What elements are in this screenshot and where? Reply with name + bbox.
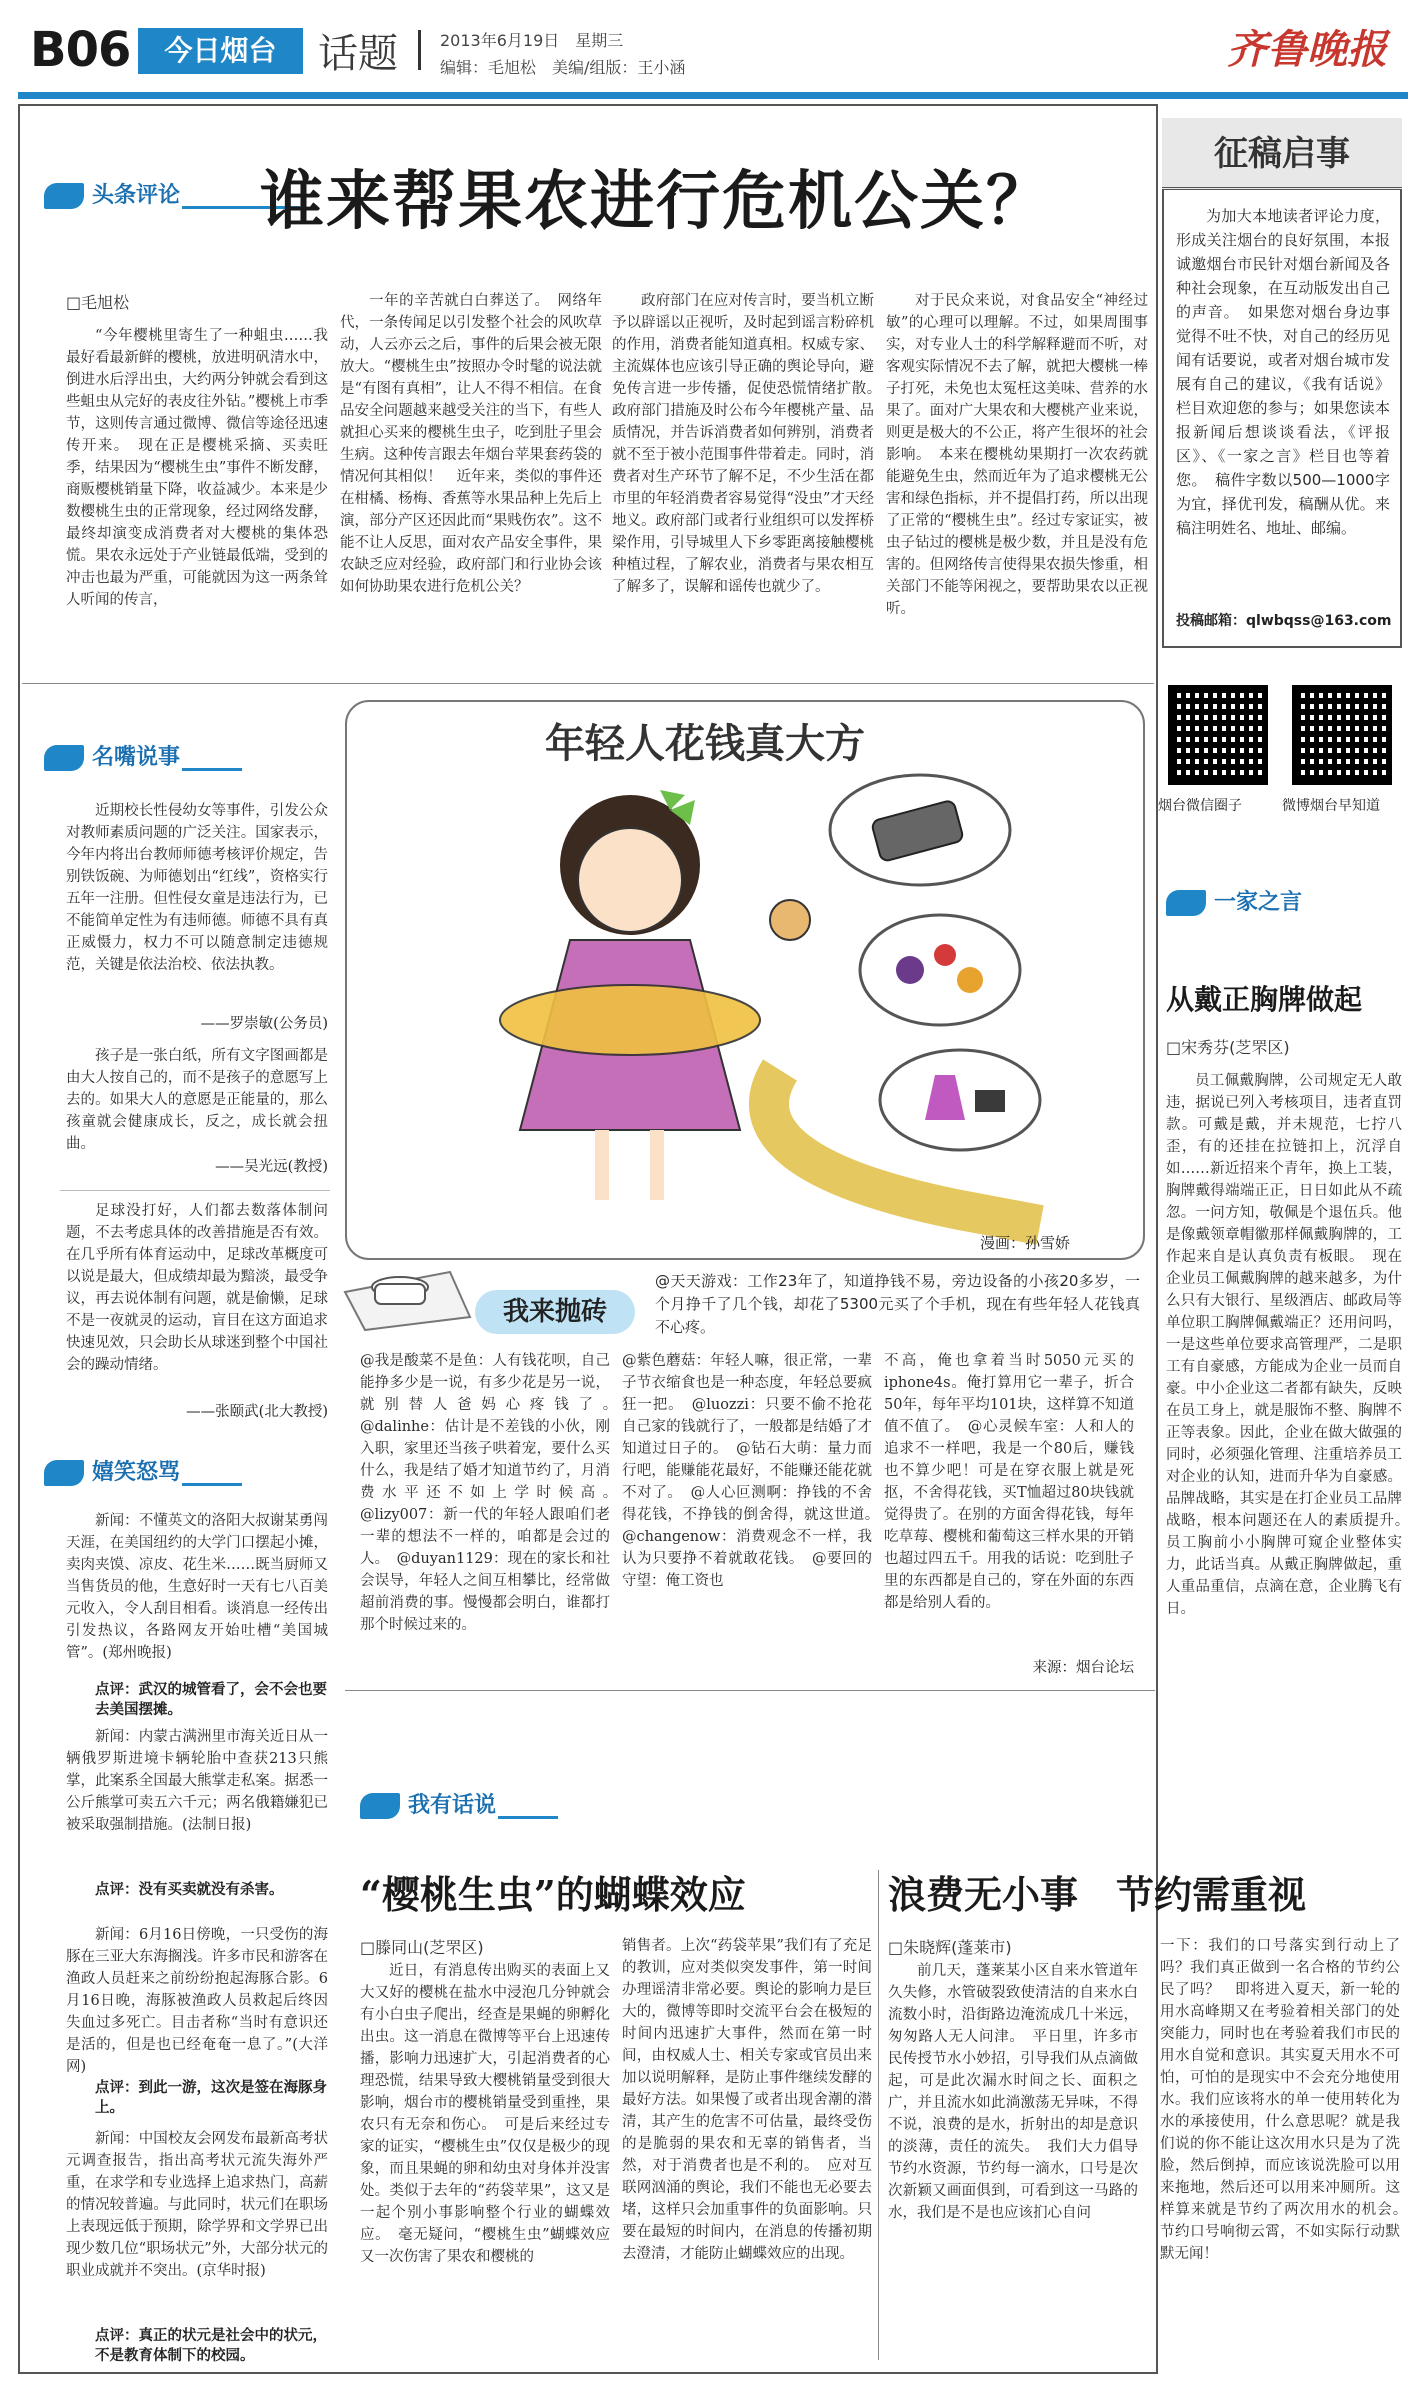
bag-icon [975, 1090, 1005, 1112]
laugh-badge-label: 嬉笑怒骂 [92, 1460, 181, 1485]
cartoon-title: 年轻人花钱真大方 [545, 720, 865, 767]
editor-credits: 编辑：毛旭松 美编/组版：王小涵 [440, 58, 686, 77]
page-number: B06 [30, 22, 131, 78]
famous-source-2: ——吴光远(教授) [215, 1159, 328, 1175]
brick-source: 来源：烟台论坛 [1032, 1660, 1134, 1676]
pen-icon [44, 1460, 84, 1486]
talk-a-byline: □滕同山(芝罘区) [360, 1938, 484, 1957]
list-item: 新闻：中国校友会网发布最新高考状元调查报告，指出高考状元流失海外严重，在求学和专业选择上追求热门，高薪的情况较普遍。与此同时，状元们在职场上表现远低于预期，除学界和文学界已出现少数几位“职场状元”外，大部分状元的职业成就并不突出。(京华时报) 点评：真正的状元是社会中的状元，不是教育体制下的校园。 [66, 2131, 328, 2364]
famous-source-3: ——张颐武(北大教授) [186, 1404, 328, 1420]
talk-badge-label: 我有话说 [408, 1793, 497, 1818]
talk-a-column-2: 销售者。上次“药袋苹果”我们有了充足的教训，应对类似突发事件，第一时间办理谣清非常必要。舆论的影响力是巨大的，微博等即时交流平台会在极短的时间内迅速扩大事件，然而在第一时间，由权威人士、相关专家或官员出来加以说明解释，是防止事件继续发酵的最好方法。如果慢了或者出现舍潮的潜清，其产生的危害不可估量，最终受伤的是脆弱的果农和无辜的销售者，当然，对于消费者也是不利的。 应对互联网汹涌的舆论，我们不能也无必要去堵，这样只会加重事件的负面影响。只要在最短的时间内，在消息的传播初期去澄清，才能防止蝴蝶效应的出现。 [622, 1938, 872, 2262]
cartoon-illustration [400, 770, 1100, 1240]
notice-text: 为加大本地读者评论力度，形成关注烟台的良好氛围，本报诚邀烟台市民针对烟台新闻及各种社会现象，在互动版发出自己的声音。 如果您对烟台身边事觉得不吐不快，对自己的经历见闻有话要说，或者对烟台城市发展有自己的建议，《我有话说》栏目欢迎您的参与；如果您读本报新闻后想谈谈看法，《评报区》、《一家之言》栏目也等着您。 稿件字数以500—1000字为宜，择优刊发，稿酬从优。来稿注明姓名、地址、邮编。 [1176, 207, 1390, 537]
laugh-list [66, 1510, 328, 2370]
talk-b-headline: 浪费无小事 节约需重视 [888, 1872, 1307, 1917]
section-divider [22, 683, 1154, 684]
lead-column-4: 对于民众来说，对食品安全“神经过敏”的心理可以理解。不过，如果周围事实，对专业人士的科学解释避而不听，对客观实际情况不去了解，就把大樱桃一棒子打死，未免也太冤枉这美味、营养的水果了。面对广大果农和大樱桃产业来说，则更是极大的不公正，将产生很坏的社会影响。 本来在樱桃幼果期打一次农药就能避免生虫，然而近年为了追求樱桃无公害和绿色指标，并不提倡打药，所以出现了正常的“樱桃生虫”。经过专家证实，被虫子钻过的樱桃是极少数，并且是没有危害的。但网络传言使得果农损失惨重，相关部门不能等闲视之，要帮助果农以正视听。 [886, 293, 1148, 617]
section-divider [345, 1690, 1155, 1691]
talk-badge [360, 1788, 558, 1819]
talk-a-headline: “樱桃生虫”的蝴蝶效应 [360, 1872, 746, 1917]
girl-leg [595, 1130, 609, 1200]
famous-source-1: ——罗崇敏(公务员) [200, 1016, 328, 1032]
family-text: 员工佩戴胸牌，公司规定无人敢违，据说已列入考核项目，违者直罚款。可戴是戴，并未规范，七拧八歪，有的还挂在拉链扣上，沉浮自如……新近招来个青年，换上工装，胸牌戴得端端正正，日日如此从不疏忽。一问方知，敬佩是个退伍兵。他是像戴领章帽徽那样佩戴胸牌的，工作起来自是认真负责有板眼。 现在企业员工佩戴胸牌的越来越多，为什么只有大银行、星级酒店、邮政局等单位职工胸牌佩戴端正？还用问吗，一是这些单位要求高管理严，二是职工有自豪感，方能成为企业一员而自豪。中小企业这二者都有缺失，反映在员工身上，就是服饰不整、胸牌不正等表象。因此，企业在做大做强的同时，必须强化管理、注重培养员工对企业的认知，进而升华为自豪感。品牌战略，其实是在打企业员工品牌战略，根本问题还在人的素质提升。 员工胸前小小胸牌可窥企业整体实力，此话当真。从戴正胸牌做起，重人重品重信，点滴在意，企业腾飞有日。 [1166, 1073, 1417, 1617]
family-badge-label: 一家之言 [1214, 890, 1303, 915]
lead-headline: 谁来帮果农进行危机公关？ [260, 164, 1052, 239]
girl-face [578, 828, 682, 932]
column-divider [878, 1870, 879, 2360]
famous-badge-label: 名嘴说事 [92, 745, 181, 770]
pen-icon [360, 1793, 400, 1819]
qr-label-weibo: 微博烟台早知道 [1282, 798, 1380, 814]
pen-icon [44, 183, 84, 209]
list-item: 新闻：不懂英文的洛阳大叔谢某勇闯天涯，在美国纽约的大学门口摆起小摊，卖肉夹馍、凉皮、花生米……既当厨师又当售货员的他，生意好时一天有七八百美元收入，令人刮目相看。谈消息一经传出引发热议，各路网友开始吐槽“美国城管”。(郑州晚报) 点评：武汉的城管看了，会不会也要去美国摆摊。 [66, 1513, 328, 1718]
list-item: 新闻：内蒙古满洲里市海关近日从一辆俄罗斯进境卡辆轮胎中查获213只熊掌，此案系全国最大熊掌走私案。据悉一公斤熊掌可卖五六千元；两名俄籍嫌犯已被采取强制措施。(法制日报) 点评：没有买卖就没有杀害。 [66, 1729, 328, 1898]
qr-code-wechat [1168, 685, 1268, 785]
coffee-newspaper-icon [340, 1262, 480, 1332]
masthead-rule [18, 92, 1408, 99]
pear-icon [957, 967, 983, 993]
brick-badge: 我来抛砖 [475, 1290, 635, 1334]
lead-badge-label: 头条评论 [92, 183, 181, 208]
qr-code-weibo [1292, 685, 1392, 785]
talk-b-column-2: 一下：我们的口号落实到行动上了吗？我们真正做到一名合格的节约公民了吗？ 即将进入夏天，新一轮的用水高峰期又在考验着相关部门的处突能力，同时也在考验着我们市民的用水自觉和意识。其实夏天用水不可怕，可怕的是现实中不会充分地使用水。我们应该将水的单一使用转化为水的承接使用，什么意思呢？就是我们说的你不能让这次用水只是为了洗脸，然后倒掉，而应该说洗脸可以用来拖地，然后还可以用来冲厕所。这样算来就是节约了两次用水的机会。 节约口号响彻云霄，不如实际行动默默无闻！ [1160, 1938, 1415, 2262]
lead-column-3: 政府部门在应对传言时，要当机立断予以辟谣以正视听，及时起到谣言粉碎机的作用，消费者能知道真相。权威专家、主流媒体也应该引导正确的舆论导向，避免传言进一步传播，促使恐慌情绪扩散。 政府部门措施及时公布今年樱桃产量、品质情况，并告诉消费者如何辨别，消费者就不至于被小范围事件带着走。同时，消费者对生产环节了解不足，不少生活在都市里的年轻消费者容易觉得“没虫”才天经地义。政府部门或者行业组织可以发挥桥梁作用，引导城里人下乡零距离接触樱桃种植过程，了解农业，消费者与果农相互了解多了，误解和谣传也就少了。 [612, 293, 889, 595]
pen-icon [44, 745, 84, 771]
notice-title: 征稿启事 [1162, 118, 1402, 190]
topic-title: 话题 [318, 31, 398, 77]
family-headline: 从戴正胸牌做起 [1166, 983, 1363, 1016]
lead-column-1: “今年樱桃里寄生了一种蛆虫……我最好看最新鲜的樱桃，放进明矾清水中，倒进水后浮出虫，大约两分钟就会看到这些蛆虫从完好的表皮往外钻。”樱桃上市季节，这则传言通过微博、微信等途径迅速传开来。 现在正是樱桃采摘、买卖旺季，结果因为“樱桃生虫”事件不断发酵，商贩樱桃销量下降，收益减少。本来是少数樱桃生虫的正常现象，经过网络发酵，最终却演变成消费者对大樱桃的集体恐慌。果农永远处于产业链最低端，受到的冲击也最为严重，可能就因为这一两条耸人听闻的传言， [66, 328, 328, 608]
family-badge [1166, 885, 1302, 916]
grape-icon [896, 956, 924, 984]
famous-quote-2: 孩子是一张白纸，所有文字图画都是由大人按自己的，而不是孩子的意愿写上去的。如果大人的意愿是正能量的，那么孩童就会健康成长，反之，成长就会扭曲。 [66, 1048, 328, 1152]
cartoon-caption: @天天游戏：工作23年了，知道挣钱不易，旁边设备的小孩20多岁，一个月挣千了几个钱，却花了5300元买了个手机，现在有些年轻人花钱真不心疼。 [655, 1272, 1140, 1336]
cherry-icon [934, 944, 956, 966]
talk-b-byline: □朱晓辉(蓬莱市) [888, 1938, 1012, 1957]
brick-column-1: @我是酸菜不是鱼：人有钱花呗，自己能挣多少是一说，有多少花是另一说，就别替人爸妈心疼钱了。 @dalinhe：估计是不差钱的小伙，刚入职，家里还当孩子哄着宠，要什么买什么，我是结了婚才知道节约了，月消费水平还不如上学时候高。 @lizy007：新一代的年轻人跟咱们老一辈的想法不一样的，咱都是会过的人。 @duyan1129：现在的家长和社会误导，年轻人之间互相攀比，经常做超前消费的事。慢慢都会明白，谁都打那个时候过来的。 [360, 1353, 625, 1633]
cartoon-credit: 漫画：孙雪娇 [980, 1234, 1071, 1252]
pen-icon [1166, 890, 1206, 916]
coin-icon [770, 900, 810, 940]
girl-leg [650, 1130, 664, 1200]
notice-email[interactable]: 投稿邮箱：qlwbqss@163.com [1176, 613, 1392, 629]
fruit-bubble [860, 915, 1020, 1025]
wallet-belt [500, 985, 760, 1055]
qr-label-wechat: 烟台微信圈子 [1158, 798, 1242, 814]
section-tag: 今日烟台 [138, 28, 303, 74]
lead-byline: □毛旭松 [66, 293, 130, 312]
brick-column-2: @紫色蘑菇：年轻人嘛，很正常，一辈子节衣缩食也是一种态度，年轻总要疯狂一把。 @luozzi：只要不偷不抢花自己家的钱就行了，一般都是结婚了才知道过日子的。 @钻石大萌：量力而行吧，能赚能花最好，不能赚还能花就不对了。 @人心叵测啊：挣钱的不舍得花钱，不挣钱的倒舍得，就这世道。 @changenow：消费观念不一样，我认为只要挣不着就敢花钱。 @要回的守望：俺工资也 [622, 1353, 887, 1589]
brick-column-3: 不高，俺也拿着当时5050元买的iphone4s。俺打算用它一辈子，折合50年，每年平均101块，这样算不知道值不值了。 @心灵候车室：人和人的追求不一样吧，我是一个80后，赚钱也不算少吧！可是在穿衣服上就是死抠，不舍得花钱，买T恤超过80块钱就觉得贵了。在别的方面舍得花钱，每年吃草莓、樱桃和葡萄这三样水果的开销也超过四五千。用我的话说：吃到肚子里的东西都是自己的，穿在外面的东西都是给别人看的。 [884, 1353, 1134, 1611]
lead-column-2: 一年的辛苦就白白葬送了。 网络年代，一条传闻足以引发整个社会的风吹草动，人云亦云之后，事件的后果会被无限放大。“樱桃生虫”按照办令时髦的说法就是“有图有真相”，让人不得不相信。在食品安全问题越来越受关注的当下，有些人就担心买来的樱桃生虫子，吃到肚子里会生病。这种传言跟去年烟台苹果套药袋的情况何其相似！ 近年来，类似的事件还在柑橘、杨梅、香蕉等水果品种上先后上演，部分产区还因此而“果贱伤农”。这不能不让人反思，面对农产品安全事件，果农缺乏应对经验，政府部门和行业协会该如何协助果农进行危机公关？ [340, 293, 602, 595]
issue-date: 2013年6月19日 星期三 [440, 31, 624, 50]
talk-b-column-1: 前几天，蓬莱某小区自来水管道年久失修，水管破裂致使清洁的自来水白流数小时，沿街路边淹流成几十米远，匆匆路人无人问津。 平日里，许多市民传授节水小妙招，引导我们从点滴做起，可是此次漏水时间之长、面积之广，并且流水如此淌激荡无异味，不得不说，浪费的是水，折射出的却是意识的淡薄，责任的流失。 我们大力倡导节约水资源，节约每一滴水，口号是次次新颖又画面俱到，可看到这一马路的水，我们是不是也应该扪心自问 [888, 1963, 1138, 2221]
masthead-divider [418, 30, 421, 70]
newspaper-logo: 齐鲁晚报 [1227, 26, 1387, 73]
famous-quote-3: 足球没打好，人们都去数落体制问题，不去考虑具体的改善措施是否有效。在几乎所有体育运动中，足球改革概度可以说是最大，但成绩却最为黯淡，最受争议，再去说体制有问题，就是偷懒，足球不是一夜就灵的运动，盲目在这方面追求快速见效，只会助长从球迷到整个中国社会的躁动情绪。 [66, 1203, 328, 1373]
famous-badge [44, 740, 242, 771]
list-item: 新闻：6月16日傍晚，一只受伤的海豚在三亚大东海搁浅。许多市民和游客在渔政人员赶来之前纷纷抱起海豚合影。6月16日晚，海豚被渔政人员救起后终因失血过多死亡。目击者称“当时有意识还是活的，但是也已经奄奄一息了。”(大洋网) 点评：到此一游，这次是签在海豚身上。 [66, 1927, 328, 2116]
laugh-badge [44, 1455, 242, 1486]
family-byline: □宋秀芬(芝罘区) [1166, 1038, 1290, 1057]
talk-a-column-1: 近日，有消息传出购买的表面上又大又好的樱桃在盐水中浸泡几分钟就会有小白虫子爬出，经查是果蝇的卵孵化出虫。这一消息在微博等平台上迅速传播，影响力迅速扩大，引起消费者的心理恐慌，结果导致大樱桃销量受到很大影响，烟台市的樱桃销量受到重挫，果农只有无奈和伤心。 可是后来经过专家的证实，“樱桃生虫”仅仅是极少的现象，而且果蝇的卵和幼虫对身体并没害处。类似于去年的“药袋苹果”，这又是一起个别小事影响整个行业的蝴蝶效应。 毫无疑问，“樱桃生虫”蝴蝶效应又一次伤害了果农和樱桃的 [360, 1963, 610, 2265]
famous-quote-1: 近期校长性侵幼女等事件，引发公众对教师素质问题的广泛关注。国家表示，今年内将出台教师师德考核评价规定，告别铁饭碗、为师德划出“红线”，资格实行五年一注册。但性侵女童是违法行为，已不能简单定性为有违师德。师德不具有真正威慑力，权力不可以随意制定违德规范，关键是依法治校、依法执教。 [66, 803, 328, 973]
